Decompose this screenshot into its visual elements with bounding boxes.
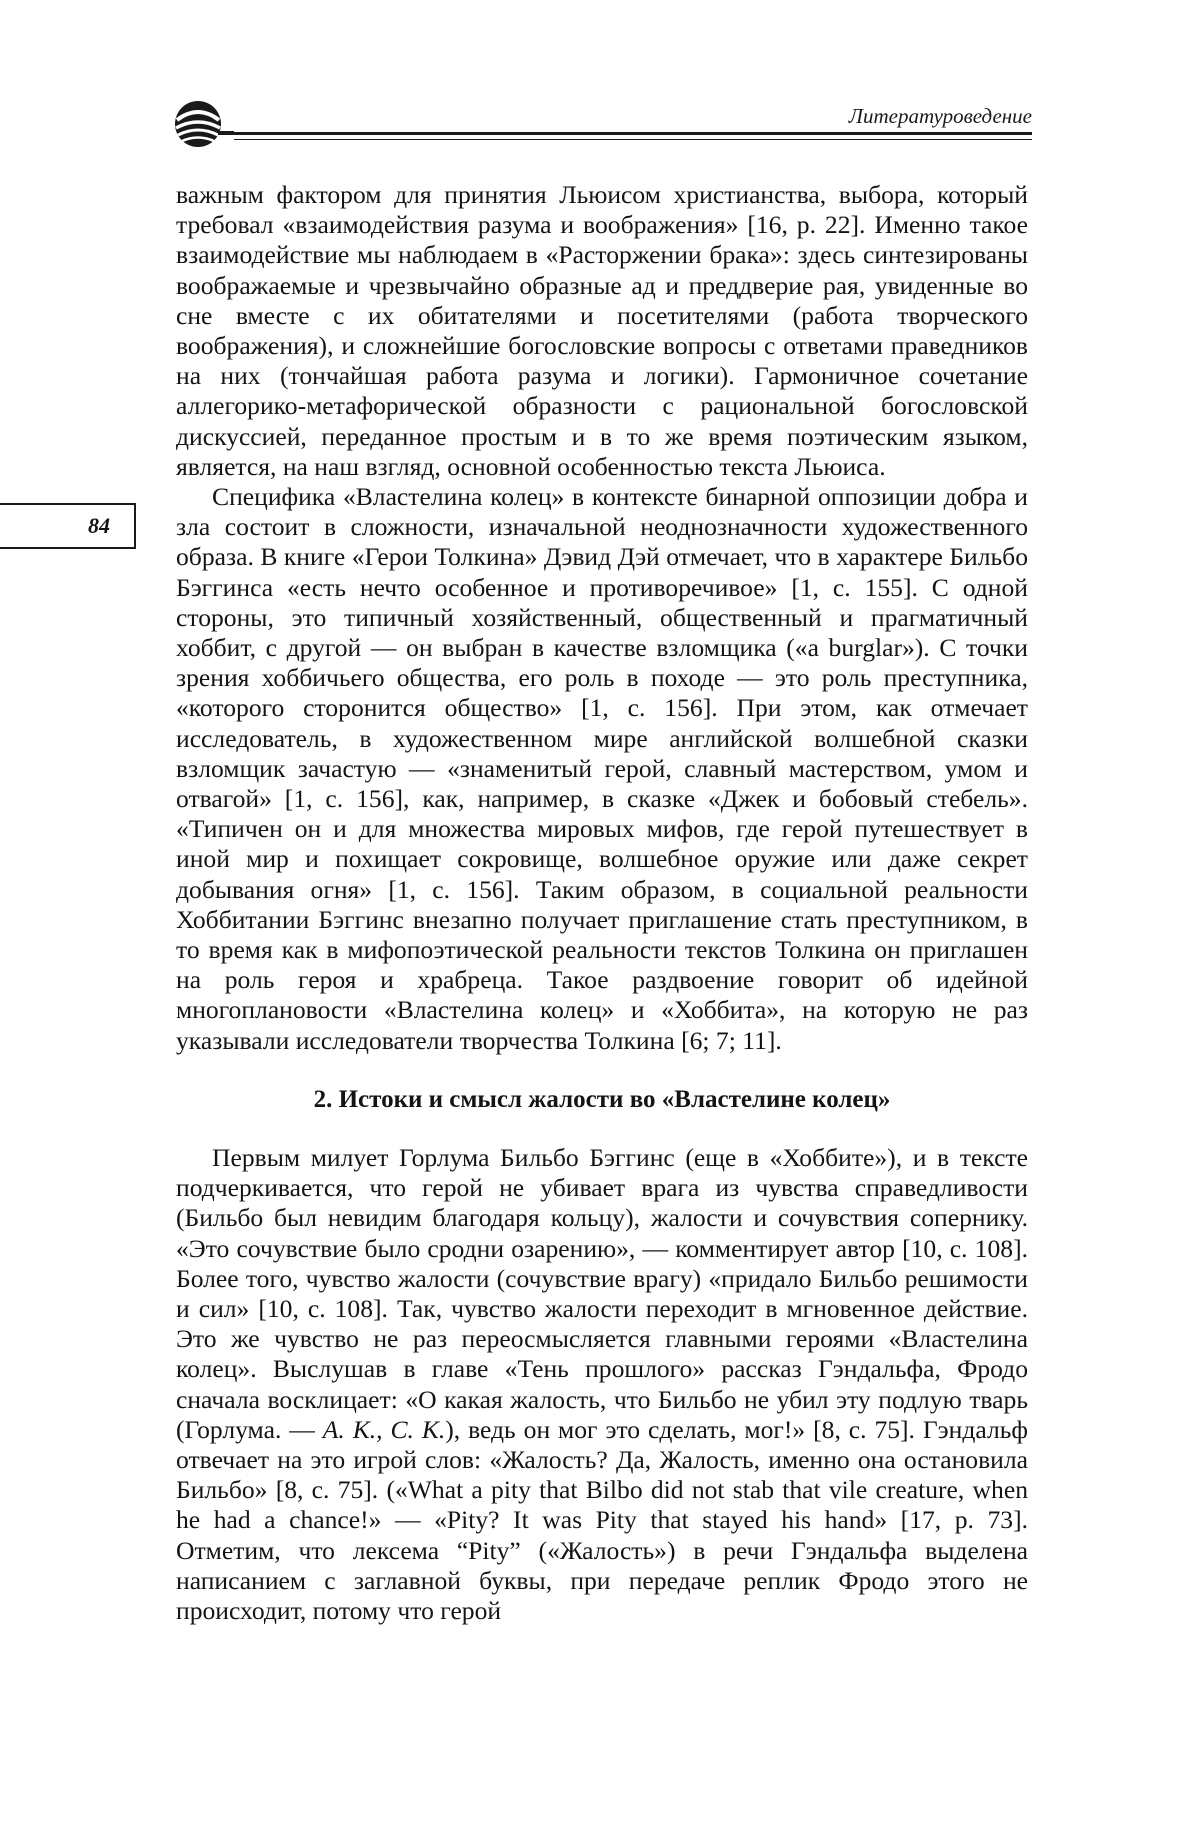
paragraph-3-end: ), ведь он мог это сделать, мог!» [8, с. 75]. Гэндальф отвечает на это игрой слов: «Жалость? Да, Жалость, именно она остановила Бильбо» [8, с. 75]. («What a pity that Bilbo did not stab that vile creature, when he had a chance!» — «Pity? It was Pity that stayed his hand» [17, p. 73]. Отметим, что лексема “Pity” («Жалость») в речи Гэндальфа выделена написанием с заглавной буквы, при передаче реплик Фродо этого не происходит, потому что герой [176,1414,1028,1625]
header-rule-thin [234,139,1032,140]
paragraph-3-start: Первым милует Горлума Бильбо Бэггинс (еще в «Хоббите»), и в тексте подчеркивается, что герой не убивает врага из чувства справедливости (Бильбо был невидим благодаря кольцу), жалости и сочувствия сопернику. «Это сочувствие было сродни озарению», — комментирует автор [10, с. 108]. Более того, чувство жалости (сочувствие врагу) «придало Бильбо решимости и сил» [10, с. 108]. Так, чувство жалости переходит в мгновенное действие. Это же чувство не раз переосмысляется главными героями «Властелина колец». Выслушав в главе «Тень прошлого» рассказ Гэндальфа, Фродо сначала восклицает: «О какая жалость, что Бильбо не убил эту подлую тварь (Горлума. — [176,1142,1028,1444]
page-number: 84 [88,513,110,538]
section-heading: 2. Истоки и смысл жалости во «Властелине колец» [313,1085,891,1113]
page-number-box [0,503,136,549]
article-body [176,180,1028,1626]
paragraph-1: важным фактором для принятия Льюисом христианства, выбора, который требовал «взаимодействия разума и воображения» [16, p. 22]. Именно такое взаимодействие мы наблюдаем в «Расторжении брака»: здесь синтезированы воображаемые и чрезвычайно образные ад и преддверие рая, увиденные во сне вместе с их обитателями и посетителями (работа творческого воображения), и сложнейшие богословские вопросы с ответами праведников на них (тончайшая работа разума и логики). Гармоничное сочетание аллегорико-метафорической образности с рациональной богословской дискуссией, переданное простым и в то же время поэтическим языком, является, на наш взгляд, основной особенностью текста Льюиса. [176,180,1028,481]
paragraph-2: Специфика «Властелина колец» в контексте бинарной оппозиции добра и зла состоит в сложности, изначальной неоднозначности художественного образа. В книге «Герои Толкина» Дэвид Дэй отмечает, что в характере Бильбо Бэггинса «есть нечто особенное и противоречивое» [1, с. 155]. С одной стороны, это типичный хозяйственный, общественный и прагматичный хоббит, с другой — он выбран в качестве взломщика («a burglar»). С точки зрения хоббичьего общества, его роль в походе — это роль преступника, «которого сторонится общество» [1, с. 156]. При этом, как отмечает исследователь, в художественном мире английской волшебной сказки взломщик зачастую — «знаменитый герой, славный мастерством, умом и отвагой» [1, с. 156], как, например, в сказке «Джек и бобовый стебель». «Типичен он и для множества мировых мифов, где герой путешествует в иной мир и похищает сокровище, волшебное оружие или даже секрет добывания огня» [1, с. 156]. Таким образом, в социальной реальности Хоббитании Бэггинс внезапно получает приглашение стать преступником, в то время как в мифопоэтической реальности текстов Толкина он приглашен на роль героя и храбреца. Такое раздвоение говорит об идейной многоплановости «Властелина колец» и «Хоббита», на которую не раз указывали исследователи творчества Толкина [6; 7; 11]. [176,482,1028,1055]
header-rule-thick [234,132,1032,135]
running-header [172,98,1032,148]
journal-logo-icon [172,98,234,150]
paragraph-3-authors: А. К., С. К. [322,1414,446,1444]
section-title: Литературоведение [848,104,1032,128]
paragraph-3 [176,1143,1028,1626]
